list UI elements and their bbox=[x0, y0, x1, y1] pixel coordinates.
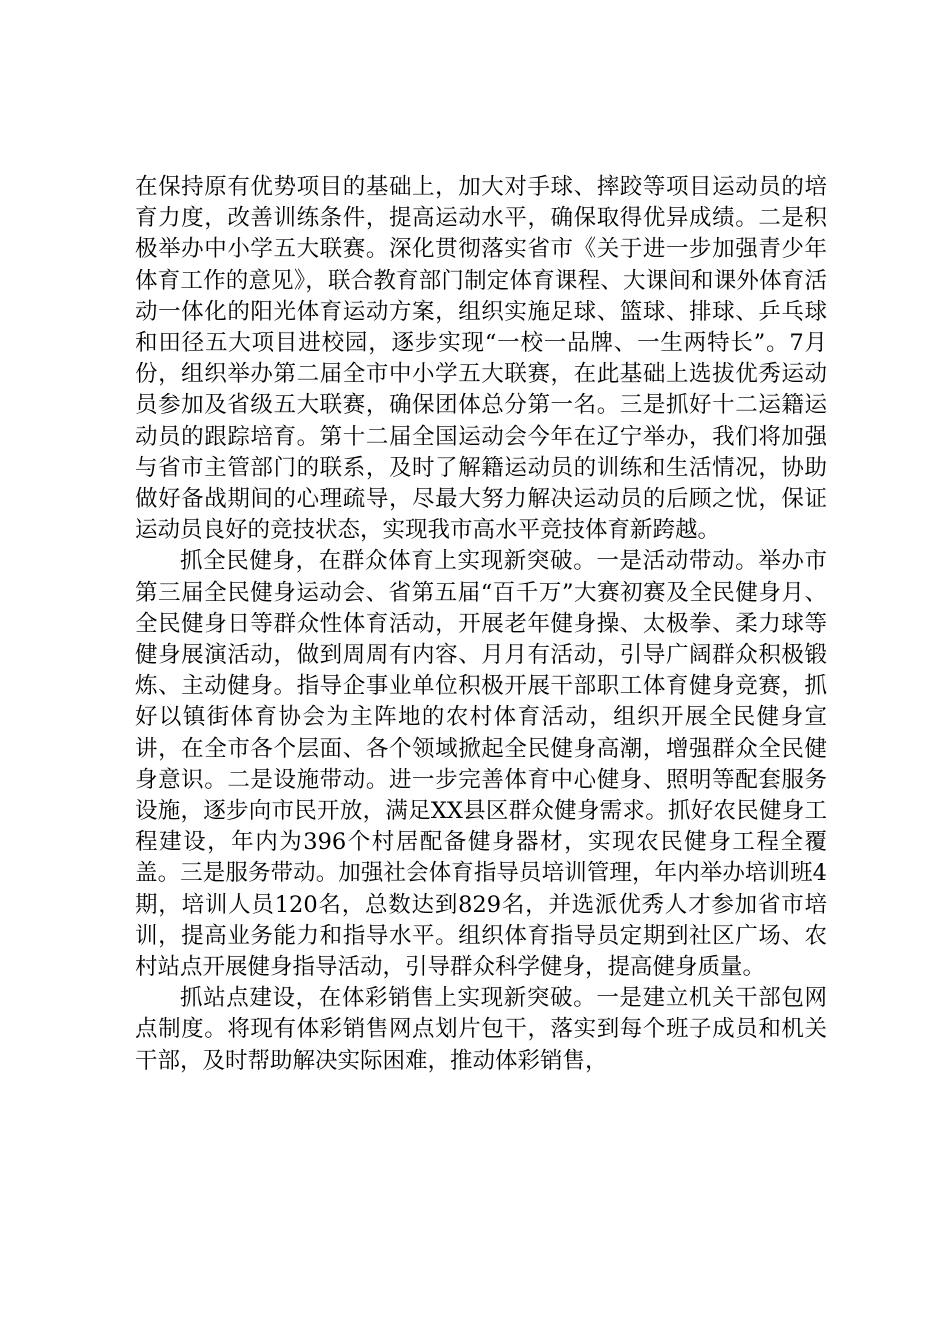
paragraph-mass-fitness: 抓全民健身，在群众体育上实现新突破。一是活动带动。举办市第三届全民健身运动会、省第五届“百千万”大赛初赛及全民健身月、全民健身日等群众性体育活动，开展老年健身操、太极拳、柔力球等健身展演活动，做到周周有内容、月月有活动，引导广阔群众积极锻炼、主动健身。指导企事业单位积极开展干部职工体育健身竞赛，抓好以镇街体育协会为主阵地的农村体育活动，组织开展全民健身宣讲，在全市各个层面、各个领域掀起全民健身高潮，增强群众全民健身意识。二是设施带动。进一步完善体育中心健身、照明等配套服务设施，逐步向市民开放，满足XX县区群众健身需求。抓好农民健身工程建设，年内为396个村居配备健身器材，实现农民健身工程全覆盖。三是服务带动。加强社会体育指导员培训管理，年内举办培训班4期，培训人员120名，总数达到829名，并选派优秀人才参加省市培训，提高业务能力和指导水平。组织体育指导员定期到社区广场、农村站点开展健身指导活动，引导群众科学健身，提高健身质量。 bbox=[135, 548, 827, 981]
paragraph-lottery-sales: 抓站点建设，在体彩销售上实现新突破。一是建立机关干部包网点制度。将现有体彩销售网点划片包干，落实到每个班子成员和机关干部，及时帮助解决实际困难，推动体彩销售， bbox=[135, 985, 827, 1074]
paragraph-continuation: 在保持原有优势项目的基础上，加大对手球、摔跤等项目运动员的培育力度，改善训练条件，提高运动水平，确保取得优异成绩。二是积极举办中小学五大联赛。深化贯彻落实省市《关于进一步加强青少年体育工作的意见》，联合教育部门制定体育课程、大课间和课外体育活动一体化的阳光体育运动方案，组织实施足球、篮球、排球、乒乓球和田径五大项目进校园，逐步实现“一校一品牌、一生两特长”。7月份，组织举办第二届全市中小学五大联赛，在此基础上选拔优秀运动员参加及省级五大联赛，确保团体总分第一名。三是抓好十二运籍运动员的跟踪培育。第十二届全国运动会今年在辽宁举办，我们将加强与省市主管部门的联系，及时了解籍运动员的训练和生活情况，协助做好备战期间的心理疏导，尽最大努力解决运动员的后顾之忧，保证运动员良好的竞技状态，实现我市高水平竞技体育新跨越。 bbox=[135, 174, 827, 544]
body-text bbox=[135, 172, 827, 1077]
